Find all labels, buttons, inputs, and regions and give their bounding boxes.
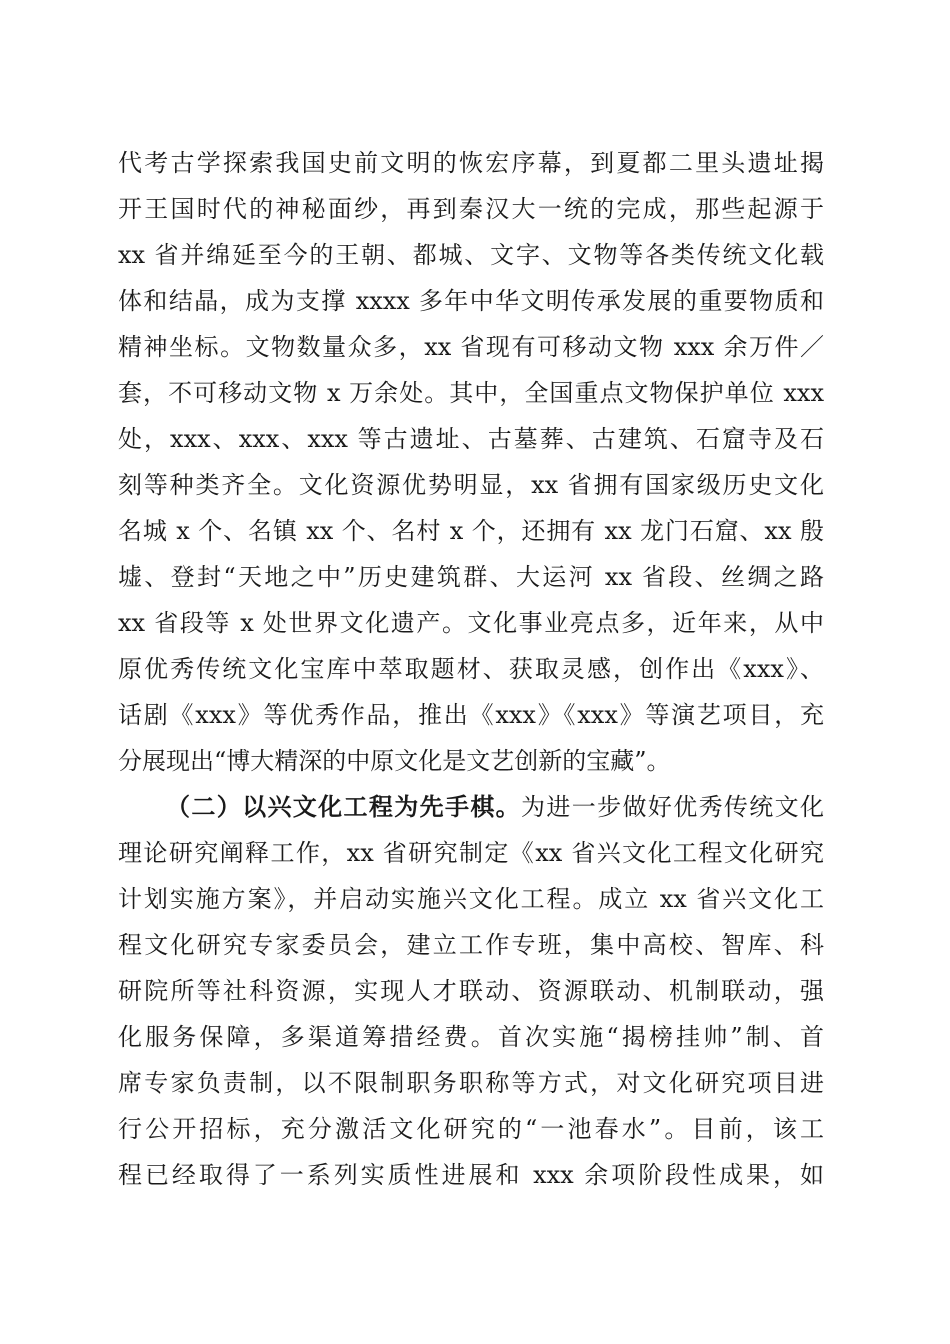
- paragraph-2: [118, 784, 824, 1198]
- text-line: 程已经取得了一系列实质性进展和 xxx 余项阶段性成果，如: [118, 1161, 824, 1189]
- paragraph-1: [118, 140, 824, 784]
- text-line: 行公开招标，充分激活文化研究的“一池春水”。目前，该工: [118, 1115, 824, 1143]
- text-line: 体和结晶，成为支撑 xxxx 多年中华文明传承发展的重要物质和: [118, 287, 824, 315]
- text-run: 为进一步做好优秀传统文化: [521, 793, 824, 821]
- text-line: 原优秀传统文化宝库中萃取题材、获取灵感，创作出《xxx》、: [118, 655, 824, 683]
- text-line: 席专家负责制，以不限制职务职称等方式，对文化研究项目进: [118, 1069, 824, 1097]
- text-line: 计划实施方案》，并启动实施兴文化工程。成立 xx 省兴文化工: [118, 885, 824, 913]
- text-line: 刻等种类齐全。文化资源优势明显，xx 省拥有国家级历史文化: [118, 471, 824, 499]
- text-line: 套，不可移动文物 x 万余处。其中，全国重点文物保护单位 xxx: [118, 379, 824, 407]
- text-line: 研院所等社科资源，实现人才联动、资源联动、机制联动，强: [118, 977, 824, 1005]
- text-line: 墟、登封“天地之中”历史建筑群、大运河 xx 省段、丝绸之路: [118, 563, 824, 591]
- text-line: 程文化研究专家委员会，建立工作专班，集中高校、智库、科: [118, 931, 824, 959]
- paragraph-first-line: [118, 784, 824, 830]
- text-line: 代考古学探索我国史前文明的恢宏序幕，到夏都二里头遗址揭: [118, 149, 824, 177]
- text-line: 化服务保障，多渠道筹措经费。首次实施“揭榜挂帅”制、首: [118, 1023, 824, 1051]
- text-line: 名城 x 个、名镇 xx 个、名村 x 个，还拥有 xx 龙门石窟、xx 殷: [118, 517, 824, 545]
- text-line: 处，xxx、xxx、xxx 等古遗址、古墓葬、古建筑、石窟寺及石: [118, 425, 824, 453]
- text-line: 理论研究阐释工作，xx 省研究制定《xx 省兴文化工程文化研究: [118, 839, 824, 867]
- section-heading: （二）以兴文化工程为先手棋。: [166, 792, 522, 821]
- text-line: xx 省段等 x 处世界文化遗产。文化事业亮点多，近年来，从中: [118, 609, 824, 637]
- text-line: xx 省并绵延至今的王朝、都城、文字、文物等各类传统文化载: [118, 241, 824, 269]
- body-text: [118, 140, 824, 1198]
- text-line: 分展现出“博大精深的中原文化是文艺创新的宝藏”。: [118, 747, 671, 775]
- text-line: 话剧《xxx》等优秀作品，推出《xxx》《xxx》等演艺项目，充: [118, 701, 824, 729]
- text-line: 精神坐标。文物数量众多，xx 省现有可移动文物 xxx 余万件／: [118, 333, 824, 361]
- text-line: 开王国时代的神秘面纱，再到秦汉大一统的完成，那些起源于: [118, 195, 824, 223]
